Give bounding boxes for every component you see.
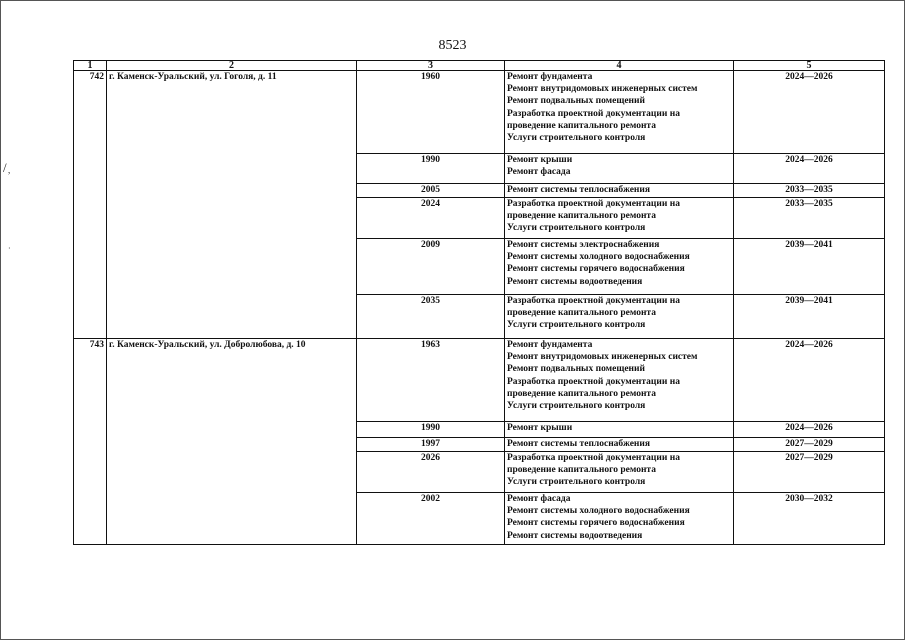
period-cell: 2027—2029 (734, 452, 885, 493)
margin-mark: / (3, 160, 7, 175)
column-number-row (74, 61, 885, 71)
work-line: Услуги строительного контроля (507, 223, 646, 234)
repair-schedule-table (73, 60, 885, 545)
work-line: Ремонт подвальных помещений (507, 96, 645, 107)
works-cell (505, 422, 734, 438)
work-line: Ремонт системы электроснабжения (507, 240, 660, 250)
column-number: 3 (357, 61, 505, 71)
period-cell: 2024—2026 (734, 154, 885, 184)
year-cell: 1990 (357, 154, 505, 184)
work-line: Ремонт системы водоотведения (507, 530, 643, 541)
year-cell: 2009 (357, 239, 505, 295)
work-line: Разработка проектной документации на (507, 108, 680, 119)
entry-number: 742 (74, 71, 107, 339)
works-cell (505, 339, 734, 422)
works-cell (505, 154, 734, 184)
year-cell: 2024 (357, 198, 505, 239)
work-line: Ремонт фасада (507, 167, 571, 178)
year-cell: 2005 (357, 184, 505, 198)
period-cell: 2033—2035 (734, 184, 885, 198)
work-line: Ремонт фундамента (507, 340, 593, 350)
period-cell: 2033—2035 (734, 198, 885, 239)
year-cell: 1990 (357, 422, 505, 438)
period-cell: 2039—2041 (734, 295, 885, 339)
work-line: Разработка проектной документации на (507, 376, 680, 387)
margin-dot: · (8, 244, 11, 253)
year-cell: 2035 (357, 295, 505, 339)
work-line: Услуги строительного контроля (507, 320, 646, 331)
work-line: Ремонт системы теплоснабжения (507, 439, 651, 449)
period-cell: 2024—2026 (734, 339, 885, 422)
work-line: Ремонт крыши (507, 155, 573, 165)
year-cell: 2026 (357, 452, 505, 493)
work-line: Ремонт системы холодного водоснабжения (507, 506, 690, 517)
works-cell (505, 198, 734, 239)
building-address: г. Каменск-Уральский, ул. Гоголя, д. 11 (107, 71, 357, 339)
works-cell (505, 452, 734, 493)
period-cell: 2030—2032 (734, 493, 885, 545)
works-cell (505, 295, 734, 339)
work-line: проведение капитального ремонта (507, 120, 656, 131)
work-line: проведение капитального ремонта (507, 211, 656, 222)
column-number: 2 (107, 61, 357, 71)
building-address: г. Каменск-Уральский, ул. Добролюбова, д. 10 (107, 339, 357, 545)
work-line: проведение капитального ремонта (507, 465, 656, 476)
page-number: 8523 (438, 38, 467, 53)
work-line: проведение капитального ремонта (507, 308, 656, 319)
table-row (74, 339, 885, 422)
column-number: 4 (505, 61, 734, 71)
column-number: 1 (74, 61, 107, 71)
works-cell (505, 438, 734, 452)
period-cell: 2027—2029 (734, 438, 885, 452)
work-line: Ремонт внутридомовых инженерных систем (507, 352, 698, 363)
work-line: Услуги строительного контроля (507, 133, 646, 144)
work-line: Ремонт системы водоотведения (507, 276, 643, 287)
work-line: Ремонт крыши (507, 423, 573, 433)
year-cell: 2002 (357, 493, 505, 545)
period-cell: 2024—2026 (734, 422, 885, 438)
work-line: Ремонт фундамента (507, 72, 593, 82)
column-number: 5 (734, 61, 885, 71)
work-line: Ремонт системы теплоснабжения (507, 185, 651, 195)
margin-mark: , (8, 165, 11, 175)
period-cell: 2024—2026 (734, 71, 885, 154)
work-line: Ремонт фасада (507, 494, 571, 504)
work-line: Ремонт подвальных помещений (507, 364, 645, 375)
work-line: Разработка проектной документации на (507, 199, 680, 209)
work-line: Разработка проектной документации на (507, 453, 680, 463)
works-cell (505, 239, 734, 295)
work-line: Ремонт системы горячего водоснабжения (507, 518, 685, 529)
work-line: Услуги строительного контроля (507, 401, 646, 412)
table-row (74, 71, 885, 154)
works-cell (505, 71, 734, 154)
work-line: Разработка проектной документации на (507, 296, 680, 306)
work-line: Услуги строительного контроля (507, 477, 646, 488)
work-line: Ремонт внутридомовых инженерных систем (507, 84, 698, 95)
works-cell (505, 493, 734, 545)
year-cell: 1963 (357, 339, 505, 422)
period-cell: 2039—2041 (734, 239, 885, 295)
entry-number: 743 (74, 339, 107, 545)
year-cell: 1997 (357, 438, 505, 452)
work-line: проведение капитального ремонта (507, 388, 656, 399)
work-line: Ремонт системы холодного водоснабжения (507, 252, 690, 263)
year-cell: 1960 (357, 71, 505, 154)
work-line: Ремонт системы горячего водоснабжения (507, 264, 685, 275)
works-cell (505, 184, 734, 198)
